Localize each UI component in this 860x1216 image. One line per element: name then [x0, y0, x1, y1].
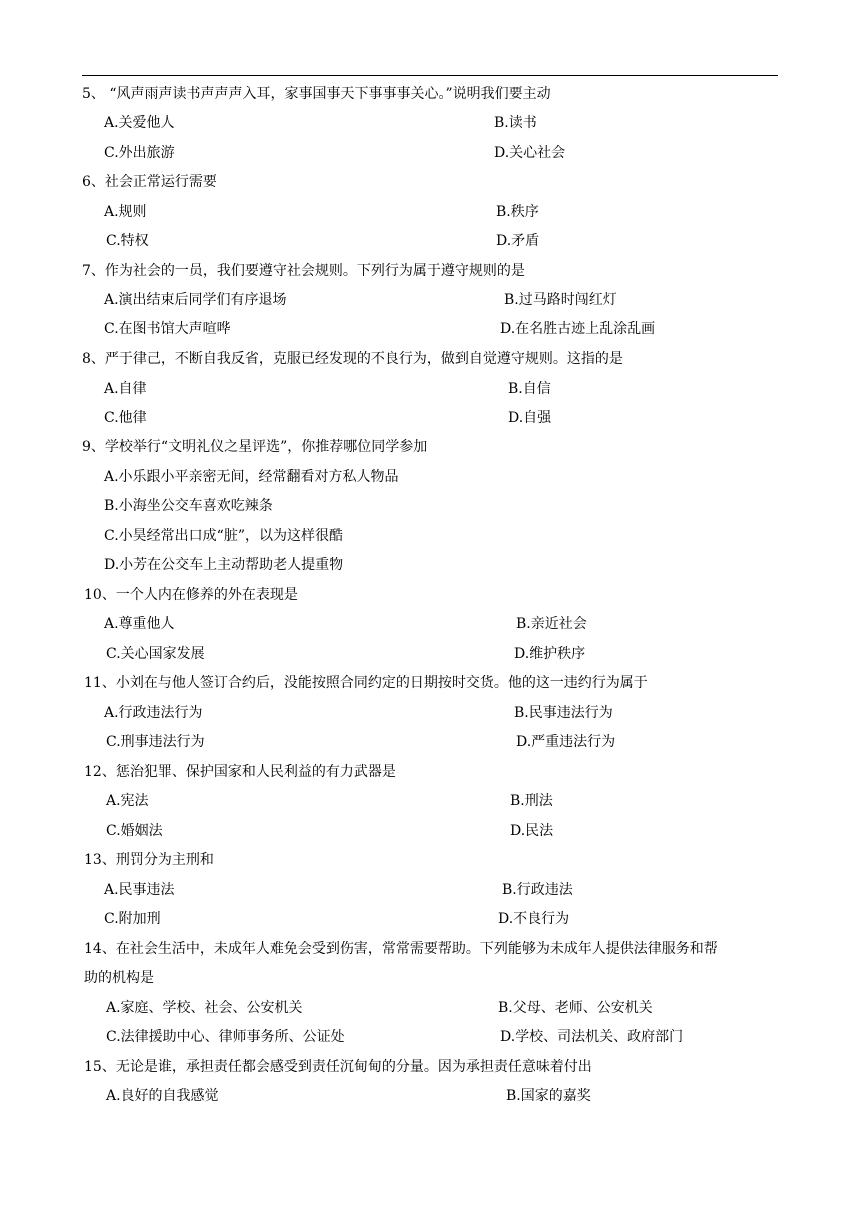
question-9-option-c: C.小昊经常出口成“脏”，以为这样很酷: [104, 528, 343, 544]
question-13-option-b: B.行政违法: [502, 882, 573, 898]
question-9-option-d: D.小芳在公交车上主动帮助老人提重物: [104, 557, 344, 573]
question-9-option-a: A.小乐跟小平亲密无间，经常翻看对方私人物品: [104, 469, 399, 485]
question-5-option-a: A.关爱他人: [104, 115, 175, 131]
question-14-option-d: D.学校、司法机关、政府部门: [500, 1029, 684, 1045]
question-10-option-a: A.尊重他人: [104, 616, 175, 632]
question-11-stem: 11、小刘在与他人签订合约后，没能按照合同约定的日期按时交货。他的这一违约行为属于: [84, 675, 648, 691]
header-rule: [82, 75, 778, 76]
question-5-option-c: C.外出旅游: [104, 145, 175, 161]
question-12-option-c: C.婚姻法: [106, 823, 163, 839]
question-5-stem: 5、 “风声雨声读书声声声入耳，家事国事天下事事事关心。”说明我们要主动: [82, 86, 551, 102]
question-6-option-a: A.规则: [104, 204, 147, 220]
question-7-option-b: B.过马路时闯红灯: [504, 292, 617, 308]
question-8-option-a: A.自律: [104, 381, 147, 397]
question-9-option-b: B.小海坐公交车喜欢吃辣条: [104, 498, 273, 514]
question-10-stem: 10、一个人内在修养的外在表现是: [84, 587, 298, 603]
question-8-stem: 8、严于律己，不断自我反省，克服已经发现的不良行为，做到自觉遵守规则。这指的是: [82, 351, 623, 367]
question-6-option-b: B.秩序: [496, 204, 539, 220]
question-15-option-a: A.良好的自我感觉: [106, 1088, 219, 1104]
question-13-option-a: A.民事违法: [104, 882, 175, 898]
question-13-stem: 13、刑罚分为主刑和: [84, 852, 214, 868]
question-10-option-b: B.亲近社会: [516, 616, 587, 632]
question-14-option-a: A.家庭、学校、社会、公安机关: [106, 1000, 303, 1016]
question-11-option-d: D.严重违法行为: [516, 734, 616, 750]
question-10-option-c: C.关心国家发展: [106, 646, 205, 662]
question-15-stem: 15、无论是谁，承担责任都会感受到责任沉甸甸的分量。因为承担责任意味着付出: [84, 1059, 592, 1075]
question-7-option-a: A.演出结束后同学们有序退场: [104, 292, 287, 308]
question-9-stem: 9、学校举行“文明礼仪之星评选”，你推荐哪位同学参加: [82, 439, 428, 455]
question-8-option-c: C.他律: [104, 410, 147, 426]
question-14-stem-continued: 助的机构是: [84, 970, 154, 986]
question-5-option-d: D.关心社会: [494, 145, 566, 161]
question-14-option-c: C.法律援助中心、律师事务所、公证处: [106, 1029, 345, 1045]
question-6-option-d: D.矛盾: [496, 233, 540, 249]
question-11-option-c: C.刑事违法行为: [106, 734, 205, 750]
question-7-option-c: C.在图书馆大声喧哗: [104, 321, 231, 337]
question-11-option-b: B.民事违法行为: [514, 705, 613, 721]
question-12-stem: 12、惩治犯罪、保护国家和人民利益的有力武器是: [84, 764, 396, 780]
question-7-stem: 7、作为社会的一员，我们要遵守社会规则。下列行为属于遵守规则的是: [82, 263, 525, 279]
question-12-option-d: D.民法: [510, 823, 554, 839]
question-13-option-c: C.附加刑: [104, 911, 161, 927]
question-6-stem: 6、社会正常运行需要: [82, 174, 217, 190]
question-5-option-b: B.读书: [494, 115, 537, 131]
question-11-option-a: A.行政违法行为: [104, 705, 203, 721]
question-15-option-b: B.国家的嘉奖: [506, 1088, 591, 1104]
question-14-option-b: B.父母、老师、公安机关: [498, 1000, 653, 1016]
question-12-option-b: B.刑法: [510, 793, 553, 809]
question-13-option-d: D.不良行为: [498, 911, 570, 927]
question-8-option-d: D.自强: [508, 410, 552, 426]
question-14-stem: 14、在社会生活中，未成年人难免会受到伤害，常常需要帮助。下列能够为未成年人提供法律服务和帮: [84, 941, 718, 957]
question-12-option-a: A.宪法: [106, 793, 149, 809]
question-7-option-d: D.在名胜古迹上乱涂乱画: [500, 321, 656, 337]
question-10-option-d: D.维护秩序: [514, 646, 586, 662]
question-6-option-c: C.特权: [106, 233, 149, 249]
question-8-option-b: B.自信: [508, 381, 551, 397]
